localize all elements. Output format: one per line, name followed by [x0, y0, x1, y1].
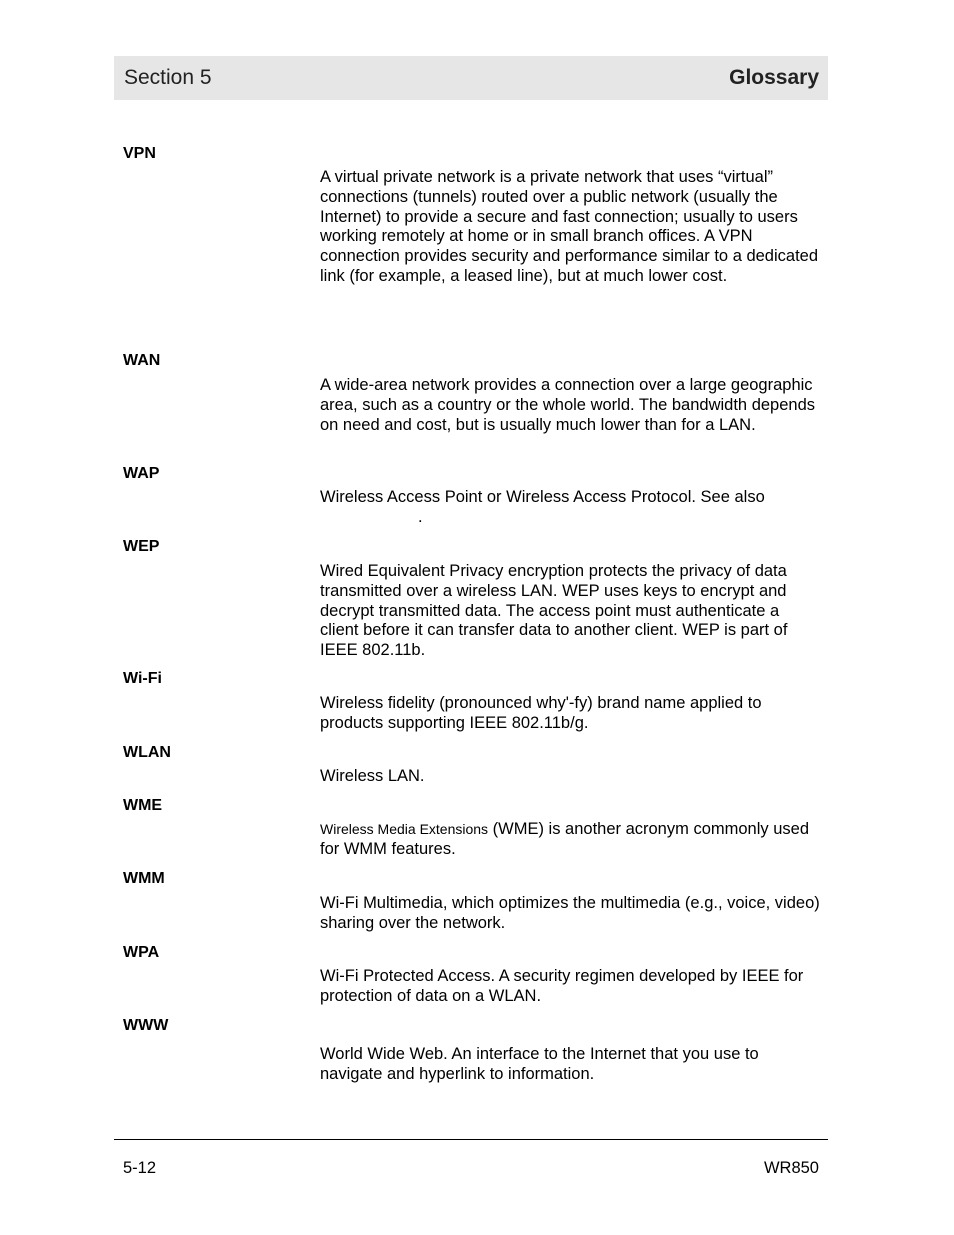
definition-end: . — [418, 507, 423, 526]
page-number: 5-12 — [123, 1159, 157, 1177]
glossary-definition: Wireless fidelity (pronounced why'-fy) brand name applied to products supporting IEEE 802.11b/g. — [320, 694, 762, 732]
page-header — [114, 56, 828, 100]
product-model: WR850 — [763, 1159, 819, 1177]
glossary-term: WMM — [123, 870, 165, 887]
glossary-term: WAP — [123, 465, 160, 482]
glossary-term: WWW — [123, 1017, 169, 1034]
glossary-definition: World Wide Web. An interface to the Internet that you use to navigate and hyperlink to information. — [320, 1045, 759, 1083]
glossary-term: WEP — [123, 538, 160, 555]
glossary-term: Wi-Fi — [123, 670, 162, 687]
glossary-term: WLAN — [123, 744, 171, 761]
section-label: Section 5 — [124, 66, 212, 89]
definition-small-text: Wireless Media Extensions — [320, 821, 489, 837]
glossary-definition: A virtual private network is a private network that uses “virtual” connections (tunnels) routed over a public network (usually the Internet) to provide a secure and fast connection; usually to users working remotely at home or in small branch offices. A VPN connection provides security and performance similar to a dedicated link (for example, a leased line), but at much lower cost. — [320, 168, 819, 285]
glossary-definition: Wired Equivalent Privacy encryption protects the privacy of data transmitted over a wireless LAN. WEP uses keys to encrypt and decrypt transmitted data. The access point must authenticate a client before it can transfer data to another client. WEP is part of IEEE 802.11b. — [320, 562, 788, 660]
definition-text: Wireless Access Point or Wireless Access Protocol. See also — [320, 488, 765, 506]
glossary-definition: A wide-area network provides a connection over a large geographic area, such as a country or the whole world. The bandwidth depends on need and cost, but is usually much lower than for a LAN. — [320, 376, 815, 434]
glossary-term: VPN — [123, 145, 156, 162]
glossary-definition: Wireless LAN. — [320, 767, 425, 785]
glossary-term: WPA — [123, 944, 160, 961]
glossary-definition: Wi-Fi Multimedia, which optimizes the multimedia (e.g., voice, video) sharing over the network. — [320, 894, 820, 932]
glossary-term: WAN — [123, 352, 161, 369]
footer-divider — [114, 1139, 828, 1140]
definition-text: (WME) is another acronym commonly used for WMM features. — [320, 820, 809, 858]
page-title: Glossary — [729, 66, 819, 89]
glossary-definition — [320, 488, 820, 528]
glossary-definition: Wi-Fi Protected Access. A security regimen developed by IEEE for protection of data on a WLAN. — [320, 967, 804, 1005]
glossary-term: WME — [123, 797, 163, 814]
glossary-definition — [320, 820, 820, 860]
